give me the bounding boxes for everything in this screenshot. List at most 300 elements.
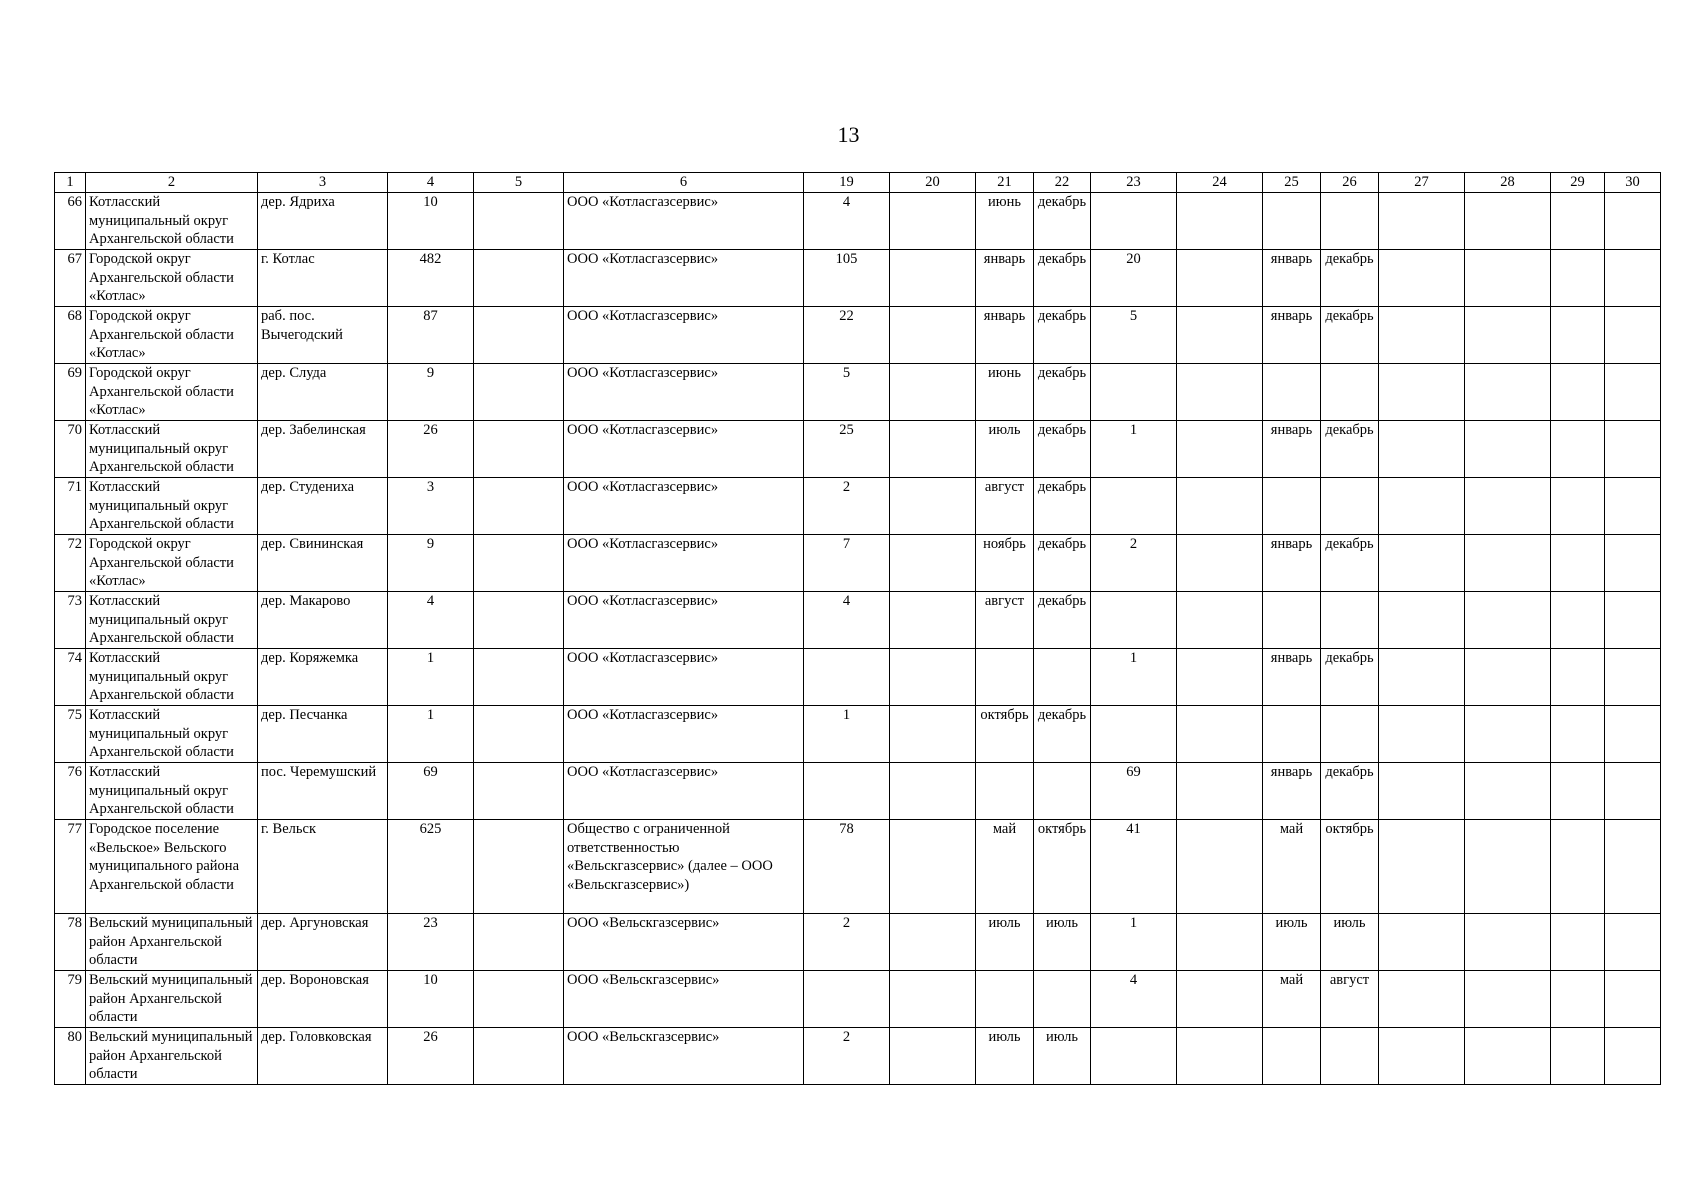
table-cell-col-22: декабрь <box>1034 250 1091 307</box>
table-cell-col-24 <box>1177 649 1263 706</box>
table-cell-col-28 <box>1465 478 1551 535</box>
table-cell-col-19: 4 <box>804 193 890 250</box>
table-cell-col-29 <box>1551 706 1605 763</box>
table-cell-col-1: 77 <box>55 820 86 914</box>
table-cell-col-2: Котласский муниципальный округ Архангельской области <box>86 763 258 820</box>
table-cell-col-22 <box>1034 763 1091 820</box>
table-cell-col-1: 68 <box>55 307 86 364</box>
table-cell-col-30 <box>1605 193 1661 250</box>
table-cell-col-3: дер. Песчанка <box>258 706 388 763</box>
table-cell-col-23: 20 <box>1091 250 1177 307</box>
table-row <box>55 820 1661 914</box>
table-cell-col-1: 67 <box>55 250 86 307</box>
table-cell-col-3: дер. Слуда <box>258 364 388 421</box>
table-cell-col-6: ООО «Котласгазсервис» <box>564 364 804 421</box>
table-cell-col-3: дер. Макарово <box>258 592 388 649</box>
table-cell-col-2: Городской округ Архангельской области «Котлас» <box>86 535 258 592</box>
table-cell-col-6: ООО «Котласгазсервис» <box>564 250 804 307</box>
table-cell-col-24 <box>1177 364 1263 421</box>
table-row <box>55 535 1661 592</box>
table-cell-col-23: 4 <box>1091 971 1177 1028</box>
table-cell-col-27 <box>1379 535 1465 592</box>
table-cell-col-21 <box>976 649 1034 706</box>
header-cell-25: 25 <box>1263 173 1321 193</box>
table-cell-col-6: ООО «Котласгазсервис» <box>564 706 804 763</box>
table-cell-col-5 <box>474 250 564 307</box>
table-row <box>55 763 1661 820</box>
table-cell-col-5 <box>474 364 564 421</box>
table-cell-col-20 <box>890 478 976 535</box>
table-cell-col-20 <box>890 763 976 820</box>
table-cell-col-25 <box>1263 592 1321 649</box>
header-cell-26: 26 <box>1321 173 1379 193</box>
table-cell-col-2: Вельский муниципальный район Архангельской области <box>86 914 258 971</box>
table-cell-col-5 <box>474 649 564 706</box>
table-cell-col-4: 625 <box>388 820 474 914</box>
table-cell-col-27 <box>1379 763 1465 820</box>
table-cell-col-2: Вельский муниципальный район Архангельской области <box>86 971 258 1028</box>
table-cell-col-29 <box>1551 307 1605 364</box>
header-cell-22: 22 <box>1034 173 1091 193</box>
table-cell-col-25: июль <box>1263 914 1321 971</box>
table-cell-col-19: 22 <box>804 307 890 364</box>
table-cell-col-6: ООО «Котласгазсервис» <box>564 307 804 364</box>
table-cell-col-29 <box>1551 1028 1605 1085</box>
table-cell-col-29 <box>1551 478 1605 535</box>
table-cell-col-2: Городской округ Архангельской области «Котлас» <box>86 250 258 307</box>
table-cell-col-21: июнь <box>976 193 1034 250</box>
table-cell-col-30 <box>1605 592 1661 649</box>
table-cell-col-22 <box>1034 649 1091 706</box>
table-cell-col-30 <box>1605 478 1661 535</box>
table-cell-col-1: 72 <box>55 535 86 592</box>
table-cell-col-23 <box>1091 364 1177 421</box>
table-cell-col-21: январь <box>976 307 1034 364</box>
table-cell-col-24 <box>1177 193 1263 250</box>
table-cell-col-27 <box>1379 1028 1465 1085</box>
table-cell-col-1: 75 <box>55 706 86 763</box>
table-cell-col-3: дер. Студениха <box>258 478 388 535</box>
table-cell-col-30 <box>1605 307 1661 364</box>
table-cell-col-25 <box>1263 364 1321 421</box>
table-cell-col-5 <box>474 914 564 971</box>
table-cell-col-3: дер. Коряжемка <box>258 649 388 706</box>
table-cell-col-26: июль <box>1321 914 1379 971</box>
table-cell-col-30 <box>1605 820 1661 914</box>
table-cell-col-3: г. Вельск <box>258 820 388 914</box>
table-cell-col-26: декабрь <box>1321 763 1379 820</box>
table-cell-col-5 <box>474 763 564 820</box>
table-cell-col-28 <box>1465 763 1551 820</box>
table-cell-col-27 <box>1379 706 1465 763</box>
table-cell-col-2: Котласский муниципальный округ Архангельской области <box>86 193 258 250</box>
table-cell-col-28 <box>1465 193 1551 250</box>
table-cell-col-20 <box>890 706 976 763</box>
table-row <box>55 914 1661 971</box>
table-cell-col-28 <box>1465 250 1551 307</box>
table-cell-col-1: 76 <box>55 763 86 820</box>
table-cell-col-25: январь <box>1263 535 1321 592</box>
table-cell-col-1: 69 <box>55 364 86 421</box>
table-cell-col-20 <box>890 971 976 1028</box>
table-cell-col-28 <box>1465 706 1551 763</box>
table-cell-col-5 <box>474 307 564 364</box>
header-row <box>55 173 1661 193</box>
header-cell-20: 20 <box>890 173 976 193</box>
table-cell-col-3: раб. пос. Вычегодский <box>258 307 388 364</box>
table-row <box>55 193 1661 250</box>
table-cell-col-3: дер. Свининская <box>258 535 388 592</box>
table-cell-col-30 <box>1605 914 1661 971</box>
table-cell-col-19 <box>804 763 890 820</box>
table-cell-col-24 <box>1177 706 1263 763</box>
table-cell-col-4: 9 <box>388 364 474 421</box>
header-cell-4: 4 <box>388 173 474 193</box>
table-cell-col-6: ООО «Вельскгазсервис» <box>564 971 804 1028</box>
table-cell-col-20 <box>890 649 976 706</box>
header-cell-24: 24 <box>1177 173 1263 193</box>
table-cell-col-23 <box>1091 478 1177 535</box>
table-cell-col-20 <box>890 535 976 592</box>
table-cell-col-2: Городской округ Архангельской области «Котлас» <box>86 364 258 421</box>
table-cell-col-24 <box>1177 914 1263 971</box>
table-cell-col-28 <box>1465 592 1551 649</box>
table-cell-col-21: август <box>976 592 1034 649</box>
table-cell-col-4: 482 <box>388 250 474 307</box>
table-cell-col-22: октябрь <box>1034 820 1091 914</box>
table-cell-col-4: 23 <box>388 914 474 971</box>
table-cell-col-22: июль <box>1034 914 1091 971</box>
table-cell-col-24 <box>1177 971 1263 1028</box>
table-cell-col-6: ООО «Котласгазсервис» <box>564 535 804 592</box>
table-cell-col-23: 1 <box>1091 914 1177 971</box>
table-cell-col-28 <box>1465 421 1551 478</box>
table-cell-col-30 <box>1605 971 1661 1028</box>
table-cell-col-27 <box>1379 971 1465 1028</box>
table-cell-col-30 <box>1605 1028 1661 1085</box>
table-cell-col-26 <box>1321 592 1379 649</box>
table-cell-col-26: октябрь <box>1321 820 1379 914</box>
table-row <box>55 1028 1661 1085</box>
table-cell-col-24 <box>1177 421 1263 478</box>
table-cell-col-28 <box>1465 649 1551 706</box>
table-cell-col-23: 5 <box>1091 307 1177 364</box>
table-cell-col-5 <box>474 421 564 478</box>
table-cell-col-25: январь <box>1263 250 1321 307</box>
table-cell-col-2: Котласский муниципальный округ Архангельской области <box>86 706 258 763</box>
table-cell-col-25 <box>1263 706 1321 763</box>
table-cell-col-22: декабрь <box>1034 193 1091 250</box>
table-cell-col-4: 3 <box>388 478 474 535</box>
header-cell-28: 28 <box>1465 173 1551 193</box>
table-cell-col-25: май <box>1263 971 1321 1028</box>
table-cell-col-25 <box>1263 478 1321 535</box>
table-cell-col-20 <box>890 592 976 649</box>
table-cell-col-3: дер. Вороновская <box>258 971 388 1028</box>
table-cell-col-24 <box>1177 250 1263 307</box>
table-cell-col-22: декабрь <box>1034 478 1091 535</box>
table-cell-col-26 <box>1321 706 1379 763</box>
table-cell-col-19: 105 <box>804 250 890 307</box>
table-cell-col-21: октябрь <box>976 706 1034 763</box>
table-cell-col-26 <box>1321 478 1379 535</box>
table-cell-col-19 <box>804 971 890 1028</box>
table-cell-col-21: май <box>976 820 1034 914</box>
table-cell-col-19: 2 <box>804 1028 890 1085</box>
table-cell-col-30 <box>1605 250 1661 307</box>
table-cell-col-1: 71 <box>55 478 86 535</box>
table-header <box>55 173 1661 193</box>
table-row <box>55 421 1661 478</box>
table-cell-col-26 <box>1321 193 1379 250</box>
table-cell-col-29 <box>1551 763 1605 820</box>
table-cell-col-28 <box>1465 307 1551 364</box>
table-cell-col-5 <box>474 820 564 914</box>
table-cell-col-5 <box>474 706 564 763</box>
table-cell-col-29 <box>1551 649 1605 706</box>
table-cell-col-24 <box>1177 478 1263 535</box>
table-cell-col-26 <box>1321 1028 1379 1085</box>
table-cell-col-4: 9 <box>388 535 474 592</box>
table-cell-col-23 <box>1091 193 1177 250</box>
table-row <box>55 706 1661 763</box>
table-cell-col-20 <box>890 193 976 250</box>
table-cell-col-29 <box>1551 250 1605 307</box>
table-cell-col-22: декабрь <box>1034 364 1091 421</box>
table-cell-col-2: Котласский муниципальный округ Архангельской области <box>86 649 258 706</box>
table-cell-col-22: июль <box>1034 1028 1091 1085</box>
table-cell-col-6: ООО «Вельскгазсервис» <box>564 914 804 971</box>
table-cell-col-5 <box>474 535 564 592</box>
table-cell-col-28 <box>1465 535 1551 592</box>
table-cell-col-21: июль <box>976 914 1034 971</box>
table-cell-col-21: июнь <box>976 364 1034 421</box>
table-cell-col-29 <box>1551 971 1605 1028</box>
header-cell-5: 5 <box>474 173 564 193</box>
table-cell-col-3: дер. Аргуновская <box>258 914 388 971</box>
table-cell-col-19: 5 <box>804 364 890 421</box>
table-cell-col-4: 1 <box>388 706 474 763</box>
table-cell-col-29 <box>1551 592 1605 649</box>
table-cell-col-6: ООО «Котласгазсервис» <box>564 649 804 706</box>
table-cell-col-29 <box>1551 914 1605 971</box>
table-cell-col-23: 1 <box>1091 649 1177 706</box>
table-cell-col-27 <box>1379 250 1465 307</box>
table-cell-col-19: 2 <box>804 478 890 535</box>
table-cell-col-6: ООО «Котласгазсервис» <box>564 193 804 250</box>
table-cell-col-3: дер. Забелинская <box>258 421 388 478</box>
table-cell-col-4: 87 <box>388 307 474 364</box>
table-cell-col-4: 4 <box>388 592 474 649</box>
table-cell-col-19: 4 <box>804 592 890 649</box>
table-cell-col-21 <box>976 971 1034 1028</box>
table-cell-col-25: январь <box>1263 763 1321 820</box>
table-cell-col-24 <box>1177 535 1263 592</box>
table-cell-col-6: ООО «Котласгазсервис» <box>564 592 804 649</box>
table-cell-col-5 <box>474 478 564 535</box>
table-cell-col-2: Котласский муниципальный округ Архангельской области <box>86 421 258 478</box>
table-cell-col-26: август <box>1321 971 1379 1028</box>
table-cell-col-23: 1 <box>1091 421 1177 478</box>
table-row <box>55 971 1661 1028</box>
table-cell-col-27 <box>1379 649 1465 706</box>
table-cell-col-26: декабрь <box>1321 421 1379 478</box>
table-cell-col-25: январь <box>1263 421 1321 478</box>
table-row <box>55 250 1661 307</box>
table-row <box>55 649 1661 706</box>
table-cell-col-27 <box>1379 478 1465 535</box>
table-cell-col-30 <box>1605 364 1661 421</box>
table-cell-col-6: ООО «Котласгазсервис» <box>564 421 804 478</box>
table-cell-col-22: декабрь <box>1034 535 1091 592</box>
table-cell-col-20 <box>890 1028 976 1085</box>
table-cell-col-28 <box>1465 971 1551 1028</box>
table-cell-col-24 <box>1177 592 1263 649</box>
table-cell-col-20 <box>890 820 976 914</box>
table-cell-col-30 <box>1605 763 1661 820</box>
header-cell-19: 19 <box>804 173 890 193</box>
header-cell-1: 1 <box>55 173 86 193</box>
table-cell-col-1: 70 <box>55 421 86 478</box>
table-cell-col-1: 73 <box>55 592 86 649</box>
table-cell-col-27 <box>1379 193 1465 250</box>
table-cell-col-27 <box>1379 307 1465 364</box>
table-cell-col-5 <box>474 592 564 649</box>
table-cell-col-28 <box>1465 1028 1551 1085</box>
table-cell-col-6: ООО «Котласгазсервис» <box>564 763 804 820</box>
table-cell-col-19: 7 <box>804 535 890 592</box>
table-cell-col-23: 41 <box>1091 820 1177 914</box>
header-cell-2: 2 <box>86 173 258 193</box>
table-cell-col-3: дер. Головковская <box>258 1028 388 1085</box>
table-cell-col-25: январь <box>1263 649 1321 706</box>
table-cell-col-2: Вельский муниципальный район Архангельской области <box>86 1028 258 1085</box>
table-cell-col-27 <box>1379 421 1465 478</box>
table-body <box>55 193 1661 1085</box>
table-cell-col-29 <box>1551 820 1605 914</box>
data-table <box>54 172 1661 1085</box>
table-cell-col-5 <box>474 193 564 250</box>
table-cell-col-20 <box>890 364 976 421</box>
table-cell-col-4: 26 <box>388 421 474 478</box>
table-cell-col-4: 1 <box>388 649 474 706</box>
table-cell-col-25 <box>1263 1028 1321 1085</box>
table-cell-col-28 <box>1465 820 1551 914</box>
table-cell-col-26: декабрь <box>1321 649 1379 706</box>
table-cell-col-6: Общество с ограниченной ответственностью «Вельскгазсервис» (далее – ООО «Вельскгазсервис») <box>564 820 804 914</box>
table-cell-col-4: 10 <box>388 971 474 1028</box>
table-cell-col-22 <box>1034 971 1091 1028</box>
table-cell-col-21: июль <box>976 421 1034 478</box>
table-cell-col-21: август <box>976 478 1034 535</box>
table-cell-col-30 <box>1605 706 1661 763</box>
table-cell-col-20 <box>890 914 976 971</box>
table-cell-col-3: пос. Черемушский <box>258 763 388 820</box>
page-number: 13 <box>837 122 860 147</box>
table-cell-col-30 <box>1605 649 1661 706</box>
table-cell-col-23 <box>1091 1028 1177 1085</box>
table-cell-col-25 <box>1263 193 1321 250</box>
table-cell-col-24 <box>1177 307 1263 364</box>
table-cell-col-19: 2 <box>804 914 890 971</box>
table-cell-col-3: дер. Ядриха <box>258 193 388 250</box>
table-cell-col-22: декабрь <box>1034 307 1091 364</box>
table-cell-col-20 <box>890 421 976 478</box>
table-cell-col-2: Городской округ Архангельской области «Котлас» <box>86 307 258 364</box>
table-cell-col-24 <box>1177 763 1263 820</box>
table-cell-col-29 <box>1551 364 1605 421</box>
table-cell-col-19 <box>804 649 890 706</box>
table-cell-col-21: ноябрь <box>976 535 1034 592</box>
table-cell-col-27 <box>1379 592 1465 649</box>
table-cell-col-22: декабрь <box>1034 706 1091 763</box>
table-cell-col-5 <box>474 1028 564 1085</box>
table-cell-col-26: декабрь <box>1321 307 1379 364</box>
table-cell-col-21: январь <box>976 250 1034 307</box>
table-cell-col-19: 78 <box>804 820 890 914</box>
table-cell-col-19: 1 <box>804 706 890 763</box>
header-cell-3: 3 <box>258 173 388 193</box>
table-cell-col-29 <box>1551 193 1605 250</box>
table-cell-col-29 <box>1551 421 1605 478</box>
table-cell-col-23: 2 <box>1091 535 1177 592</box>
table-cell-col-21: июль <box>976 1028 1034 1085</box>
table-cell-col-1: 79 <box>55 971 86 1028</box>
table-cell-col-28 <box>1465 364 1551 421</box>
table-cell-col-30 <box>1605 421 1661 478</box>
table-cell-col-4: 69 <box>388 763 474 820</box>
table-row <box>55 592 1661 649</box>
table-cell-col-29 <box>1551 535 1605 592</box>
table-cell-col-19: 25 <box>804 421 890 478</box>
table-cell-col-24 <box>1177 1028 1263 1085</box>
table-cell-col-23 <box>1091 706 1177 763</box>
header-cell-30: 30 <box>1605 173 1661 193</box>
table-cell-col-22: декабрь <box>1034 421 1091 478</box>
table-cell-col-25: январь <box>1263 307 1321 364</box>
table-cell-col-6: ООО «Вельскгазсервис» <box>564 1028 804 1085</box>
table-cell-col-2: Котласский муниципальный округ Архангельской области <box>86 478 258 535</box>
table-cell-col-4: 10 <box>388 193 474 250</box>
table-cell-col-20 <box>890 307 976 364</box>
table-cell-col-26 <box>1321 364 1379 421</box>
header-cell-23: 23 <box>1091 173 1177 193</box>
table-cell-col-26: декабрь <box>1321 535 1379 592</box>
table-row <box>55 364 1661 421</box>
table-cell-col-2: Котласский муниципальный округ Архангельской области <box>86 592 258 649</box>
table-cell-col-26: декабрь <box>1321 250 1379 307</box>
table-cell-col-20 <box>890 250 976 307</box>
table-cell-col-27 <box>1379 364 1465 421</box>
table-cell-col-1: 78 <box>55 914 86 971</box>
table-cell-col-28 <box>1465 914 1551 971</box>
table-cell-col-5 <box>474 971 564 1028</box>
table-cell-col-1: 80 <box>55 1028 86 1085</box>
table-cell-col-27 <box>1379 820 1465 914</box>
table-cell-col-21 <box>976 763 1034 820</box>
table-cell-col-2: Городское поселение «Вельское» Вельского муниципального района Архангельской области <box>86 820 258 914</box>
header-cell-6: 6 <box>564 173 804 193</box>
table-cell-col-3: г. Котлас <box>258 250 388 307</box>
table-cell-col-30 <box>1605 535 1661 592</box>
table-cell-col-23 <box>1091 592 1177 649</box>
table-row <box>55 478 1661 535</box>
header-cell-21: 21 <box>976 173 1034 193</box>
header-cell-27: 27 <box>1379 173 1465 193</box>
table-cell-col-1: 74 <box>55 649 86 706</box>
table-row <box>55 307 1661 364</box>
table-cell-col-6: ООО «Котласгазсервис» <box>564 478 804 535</box>
